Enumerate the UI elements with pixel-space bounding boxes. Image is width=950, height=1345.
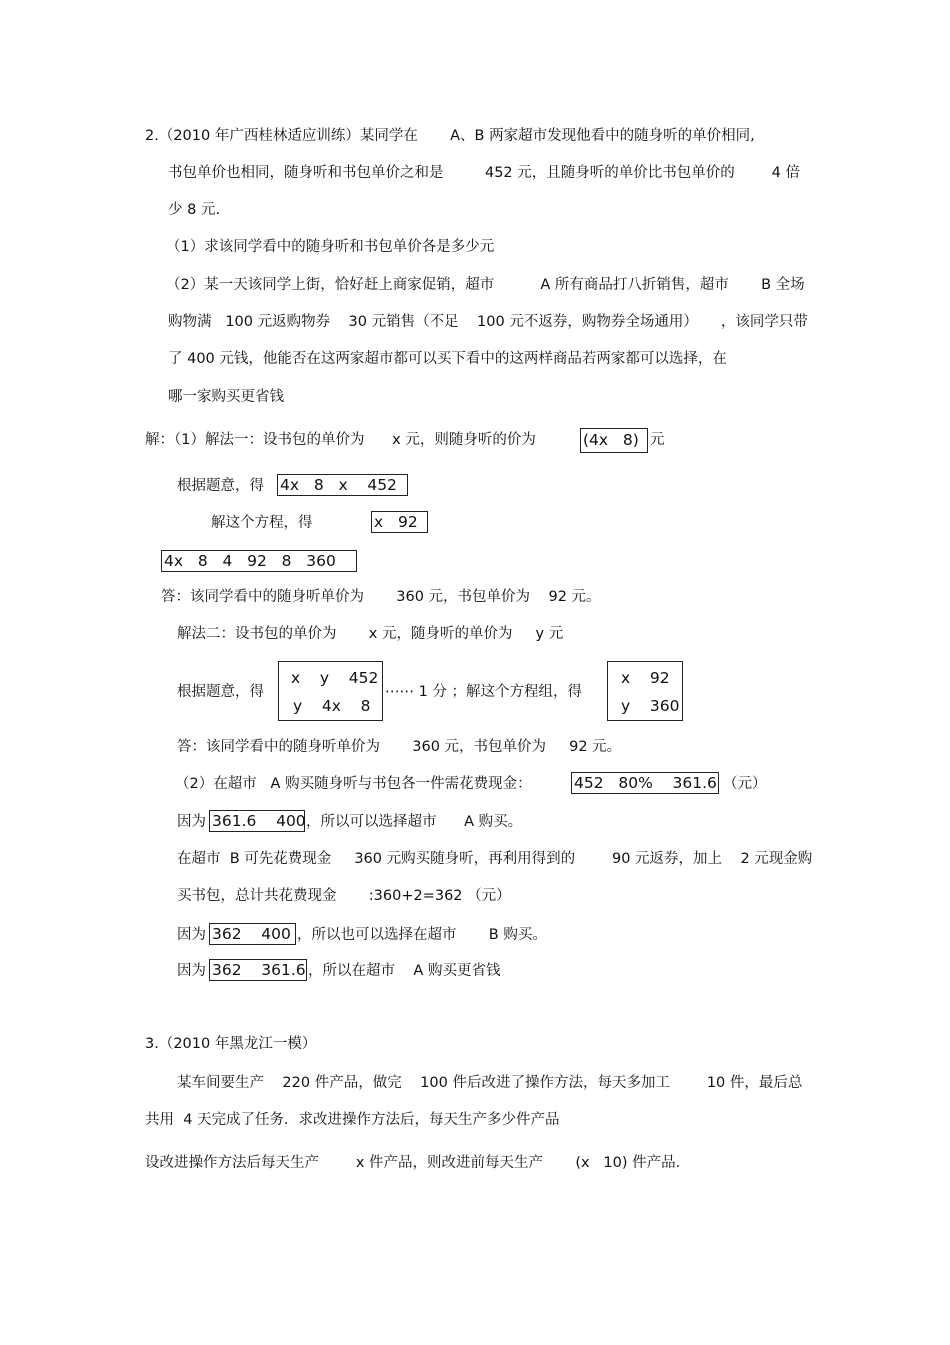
- sol-box-10: 361.6 400: [209, 810, 305, 832]
- q2-line-6: 购物满 100 元返购物券 30 元销售（不足 100 元不返券，购物券全场通用） ，该同学只带: [168, 314, 808, 330]
- sol-line-7-mid: ⋯⋯ 1 分 ；解这个方程组，得: [385, 684, 583, 700]
- q3-line-1: 3.（2010 年黑龙江一模）: [145, 1036, 317, 1052]
- sol-system-box-2: [607, 661, 683, 721]
- sol-box-3: x 92: [371, 511, 428, 533]
- sol-box-2: 4x 8 x 452: [277, 474, 408, 496]
- q3-line-3: 共用 4 天完成了任务．求改进操作方法后，每天生产多少件产品: [145, 1112, 560, 1128]
- sol-line-9-unit: （元）: [723, 776, 767, 792]
- sol-system-eq-2: y 4x 8: [293, 697, 371, 715]
- sol-box-13: 362 400: [209, 923, 296, 945]
- sol-line-14-post: ，所以在超市 A 购买更省钱: [308, 963, 501, 979]
- q2-line-2: 书包单价也相同，随身听和书包单价之和是 452 元，且随身听的单价比书包单价的 4 倍: [168, 165, 800, 181]
- q2-line-1: 2.（2010 年广西桂林适应训练）某同学在 A、B 两家超市发现他看中的随身听的单价相同,: [145, 128, 755, 144]
- sol-line-7: 根据题意，得: [177, 684, 264, 700]
- sol-line-9: （2）在超市 A 购买随身听与书包各一件需花费现金：: [175, 776, 532, 792]
- sol-system-eq-1: x y 452: [291, 669, 379, 687]
- sol-line-1-unit: 元: [650, 432, 665, 448]
- sol-box-4: 4x 8 4 92 8 360: [161, 550, 357, 572]
- sol-line-13: 因为: [177, 927, 206, 943]
- sol-line-10: 因为: [177, 814, 206, 830]
- sol-line-10-post: ，所以可以选择超市 A 购买。: [306, 814, 523, 830]
- sol-line-14: 因为: [177, 963, 206, 979]
- q2-line-8: 哪一家购买更省钱: [168, 389, 284, 405]
- q2-line-7: 了 400 元钱，他能否在这两家超市都可以买下看中的这两样商品若两家都可以选择，在: [168, 351, 727, 367]
- q2-line-4: （1）求该同学看中的随身听和书包单价各是多少元: [166, 239, 495, 255]
- sol-line-5: 答：该同学看中的随身听单价为 360 元，书包单价为 92 元。: [161, 589, 601, 605]
- sol-system-sol-1: x 92: [621, 669, 670, 687]
- q2-line-3: 少 8 元.: [168, 202, 221, 218]
- q3-line-2: 某车间要生产 220 件产品，做完 100 件后改进了操作方法，每天多加工 10 件，最后总: [177, 1075, 803, 1091]
- sol-box-9: 452 80% 361.6: [571, 772, 719, 794]
- sol-line-1: 解：（1）解法一：设书包的单价为 x 元，则随身听的价为: [145, 432, 536, 448]
- sol-box-1: (4x 8): [580, 428, 648, 453]
- q2-line-5: （2）某一天该同学上街，恰好赶上商家促销，超市 A 所有商品打八折销售，超市 B 全场: [166, 277, 805, 293]
- sol-line-12: 买书包，总计共花费现金 :360+2=362 （元）: [177, 888, 511, 904]
- q3-line-4: 设改进操作方法后每天生产 x 件产品，则改进前每天生产 (x 10) 件产品.: [145, 1155, 681, 1171]
- sol-line-3: 解这个方程，得: [211, 515, 313, 531]
- sol-line-8: 答：该同学看中的随身听单价为 360 元，书包单价为 92 元。: [177, 739, 622, 755]
- sol-line-6: 解法二：设书包的单价为 x 元，随身听的单价为 y 元: [177, 626, 564, 642]
- sol-line-2: 根据题意，得: [177, 478, 264, 494]
- sol-system-box-1: [278, 661, 383, 721]
- sol-line-13-post: ，所以也可以选择在超市 B 购买。: [297, 927, 547, 943]
- sol-line-11: 在超市 B 可先花费现金 360 元购买随身听，再利用得到的 90 元返券，加上 2 元现金购: [177, 851, 813, 867]
- sol-system-sol-2: y 360: [621, 697, 680, 715]
- sol-box-14: 362 361.6: [209, 959, 307, 981]
